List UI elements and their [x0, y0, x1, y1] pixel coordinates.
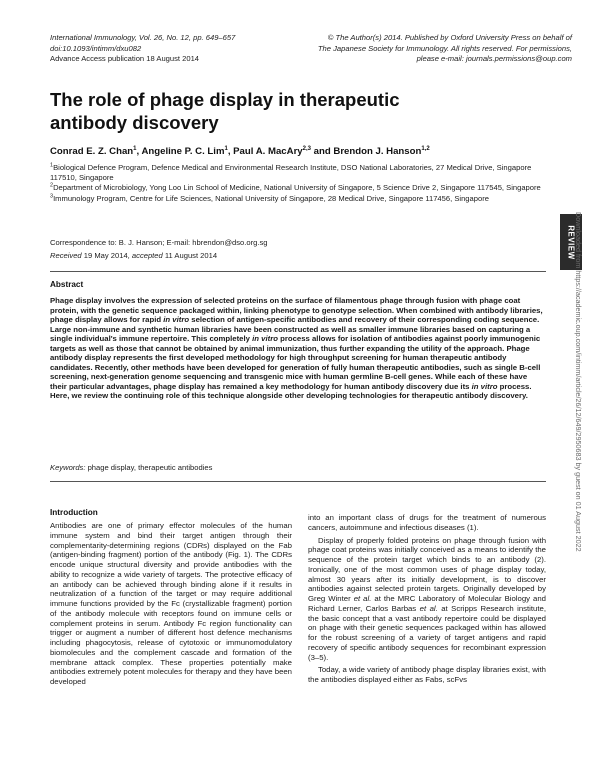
abstract-text: process. Here, we review the continuing role of this technique alongside other developing technologies for therapeutic antibody discovery. — [50, 381, 532, 400]
paragraph-text: Today, a wide variety of antibody phage display libraries exist, with the antibodies displayed either as Fabs, scFvs — [308, 665, 546, 684]
abstract-text: selection of antigen-specific antibodies and recovery of their corresponding coding sequence. Large non-immune and synthetic human libraries have been constructed as well as smaller immune libraries based on capturing a single individual's immune repertoire. This completely — [50, 315, 540, 343]
advance-access-line: Advance Access publication 18 August 2014 — [50, 54, 200, 63]
abstract-italic: in vitro — [471, 381, 498, 391]
doi-line: doi:10.1093/intimm/dxu082 — [50, 43, 142, 53]
affiliation-text: Biological Defence Program, Defence Medical and Environmental Research Institute, DSO National Laboratories, 27 Medical Drive, Singapore 117510, Singapore — [50, 163, 532, 183]
paragraph-text: at the MRC Laboratory of Molecular Biology and Richard Lerner, Carlos Barbas — [308, 594, 546, 613]
paragraph-text: into an important class of drugs for the treatment of numerous cancers, autoimmune and infectious diseases (1). — [308, 513, 546, 532]
received-label: Received — [50, 251, 82, 260]
affiliation — [50, 194, 546, 204]
copyright-header — [318, 33, 572, 65]
affiliation-number: 2 — [50, 182, 54, 189]
author-affiliation-marker: 1 — [133, 145, 137, 152]
body-paragraph — [308, 513, 546, 533]
author-list — [50, 146, 430, 157]
author-name: Conrad E. Z. Chan — [50, 146, 134, 157]
introduction-heading: Introduction — [50, 508, 98, 517]
author-separator: , — [136, 146, 142, 157]
paragraph-text: Display of properly folded proteins on phage through fusion with phage coat proteins was initially conceived as a means to identify the sequence of the protein target which binds to an antibody (2). Ironically, one of the most common uses of phage display today, almost 30 years after its initially development, is to discover antibodies against selected protein targets. Originally developed by Greg Winter — [308, 535, 546, 603]
body-paragraph — [50, 521, 292, 687]
journal-citation-line: International Immunology, Vol. 26, No. 12, pp. 649–657 — [50, 33, 236, 42]
copyright-line: © The Author(s) 2014. Published by Oxford University Press on behalf of — [327, 33, 572, 42]
keywords-line — [50, 463, 212, 472]
download-watermark — [571, 212, 583, 742]
paragraph-italic: et al. — [419, 603, 438, 613]
correspondence-line: Correspondence to: B. J. Hanson; E-mail: hbrendon@dso.org.sg — [50, 238, 268, 247]
accepted-label: accepted — [131, 251, 163, 260]
section-divider — [50, 271, 546, 272]
author-name: Paul A. MacAry — [233, 146, 303, 157]
affiliation-number: 3 — [50, 193, 54, 200]
affiliation — [50, 183, 546, 193]
affiliation-text: Department of Microbiology, Yong Loo Lin School of Medicine, National University of Singapore, 5 Science Drive 2, Singapore 117545, Singapore — [53, 183, 541, 193]
received-accepted-dates — [50, 251, 217, 261]
abstract-text: Phage display involves the expression of selected proteins on the surface of filamentous phage through fusion with phage coat protein, with the genetic sequence packaged within, linking phenotype to genotype selection. When combined with antibody libraries, phage display allows for rapid — [50, 296, 543, 324]
author-affiliation-marker: 1 — [224, 145, 228, 152]
affiliation — [50, 163, 546, 183]
body-column-left — [50, 521, 292, 690]
affiliation-number: 1 — [50, 162, 54, 169]
received-date: 19 May 2014, — [81, 251, 132, 260]
permissions-email-line[interactable]: please e-mail: journals.permissions@oup.com — [416, 54, 572, 63]
body-paragraph — [308, 536, 546, 663]
abstract-body — [50, 296, 546, 401]
keywords-label: Keywords: — [50, 463, 86, 472]
paragraph-text: Antibodies are one of primary effector molecules of the human immune system and bind their target antigen through their complementarity-determining regions (CDRs) displayed on the Fab (antigen-binding fragment) portion of the antibody (Fig. 1). The CDRs encode unique structural diversity and provide antibodies with the ability to recognize a wide variety of targets. The protective efficacy of an antibody can be achieved through binding alone if it results in neutralization of a function of the target or may require additional immune functions provided by the Fc (crystallizable fragment) portion of the antibody molecule with receptors found on immune cells or complement proteins in serum. Antibody Fc region functionality can trigger or augment a number of different host defence mechanisms including phagocytosis, release of cytotoxic or immunomodulatory biomolecules and the complement cascade and formation of the membrane attack complex. These properties potentially make antibodies extremely potent molecules for therapy and they have been developed — [50, 521, 292, 686]
author-affiliation-marker: 2,3 — [302, 145, 311, 152]
abstract-italic: in vitro — [252, 334, 278, 343]
abstract-heading: Abstract — [50, 280, 84, 289]
body-column-right — [308, 513, 546, 688]
abstract-italic: in vitro — [163, 315, 190, 324]
author-separator: and — [311, 146, 334, 157]
section-divider — [50, 481, 546, 482]
author-affiliation-marker: 1,2 — [421, 145, 430, 152]
author-name: Brendon J. Hanson — [333, 146, 422, 157]
affiliation-text: Immunology Program, Centre for Life Sciences, National University of Singapore, 28 Medical Drive, Singapore 117456, Singapore — [53, 193, 489, 203]
paragraph-text: at Scripps Research institute, the basic concept that a vast antibody repertoire could be displayed on phage with their genetic sequences packaged within has allowed for the robust screening of a variety of target antigens and rapid recovery of specific antibody sequences for recombinant expression (3–5). — [308, 603, 546, 662]
affiliation-list — [50, 163, 546, 204]
download-note-text[interactable]: Downloaded from https://academic.oup.com/intimm/article/26/12/649/2950683 by guest on 01 August 2022 — [574, 212, 583, 552]
article-title: The role of phage display in therapeutic antibody discovery — [50, 89, 400, 133]
keywords-text: phage display, therapeutic antibodies — [85, 463, 213, 472]
author-separator: , — [227, 146, 234, 157]
paragraph-italic: et al. — [353, 594, 372, 603]
article-type-label: REVIEW — [566, 224, 576, 260]
author-name: Angeline P. C. Lim — [141, 146, 225, 157]
accepted-date: 11 August 2014 — [162, 251, 218, 260]
copyright-line: The Japanese Society for Immunology. All rights reserved. For permissions, — [317, 43, 572, 53]
abstract-text: process allows for isolation of antibodies against poorly immunogenic targets as well as those that cannot be obtained by animal immunization, thus further expanding the utility of the approach. Phage antibody display represents the first developed methodology for high throughput screening for human therapeutic antibody candidates. Recently, other methods have been developed for generation of fully human therapeutic antibodies, such as single B-cell screening, next-generation genome sequencing and transgenic mice with human germline B-cell genes. While each of these have their particular advantages, phage display has remained a key methodology for human antibody discovery due its — [50, 334, 541, 391]
body-paragraph — [308, 665, 546, 685]
journal-citation-header — [50, 33, 235, 65]
